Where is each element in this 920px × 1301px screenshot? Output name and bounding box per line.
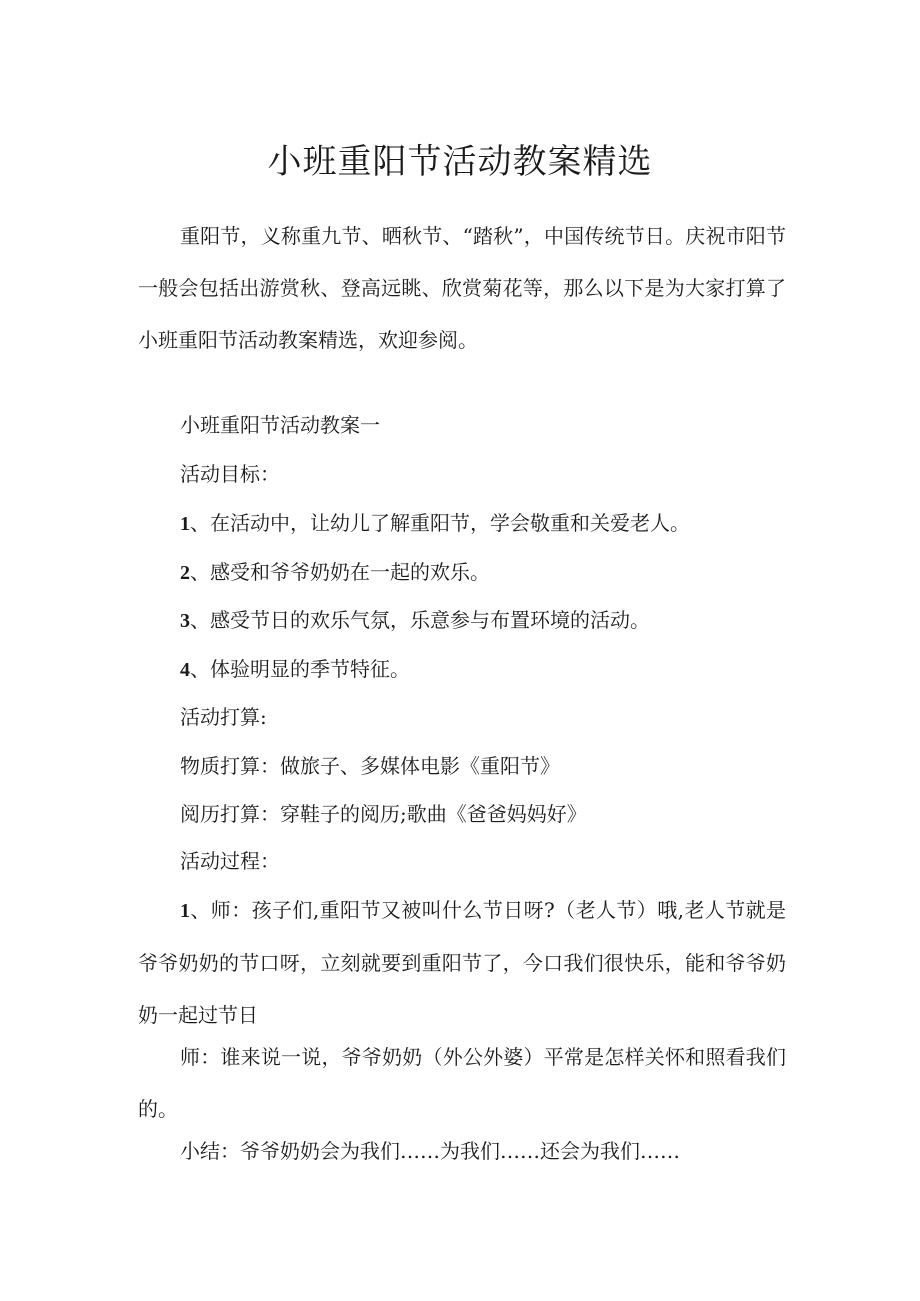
teacher-question: 师：谁来说一说，爷爷奶奶（外公外婆）平常是怎样关怀和照看我们的。 (138, 1045, 786, 1121)
document-title: 小班重阳节活动教案精选 (267, 142, 653, 182)
goal-number: 3 (180, 610, 190, 632)
goal-text: 、感受和爷爷奶奶在一起的欢乐。 (190, 560, 490, 584)
goal-item (180, 557, 786, 588)
goals-label: 活动目标： (180, 462, 280, 486)
process-label: 活动过程： (180, 849, 280, 873)
goal-text: 、在活动中，让幼儿了解重阳节，学会敬重和关爱老人。 (190, 511, 690, 535)
material-prep: 物质打算：做旅子、多媒体电影《重阳节》 (180, 754, 560, 778)
goal-number: 2 (180, 562, 190, 584)
goal-number: 4 (180, 659, 190, 681)
goal-text: 、体验明显的季节特征。 (190, 657, 410, 681)
step-number: 1 (180, 900, 190, 922)
goal-number: 1 (180, 513, 190, 535)
prep-label: 活动打算: (180, 705, 267, 729)
process-step-1 (138, 884, 786, 1041)
section-heading: 小班重阳节活动教案一 (180, 413, 380, 437)
goal-item (180, 508, 786, 539)
intro-paragraph: 重阳节，义称重九节、晒秋节、“踏秋”，中国传统节日。庆祝市阳节一般会包括出游赏秋、登高远眺、欣赏菊花等，那么以下是为大家打算了小班重阳节活动教案精选，欢迎参阅。 (138, 224, 786, 352)
experience-prep: 阅历打算：穿鞋子的阅历;歌曲《爸爸妈妈好》 (180, 802, 587, 826)
step-text: 、师：孩子们,重阳节又被叫什么节日呀?（老人节）哦,老人节就是爷爷奶奶的节口呀，立刻就要到重阳节了，今口我们很快乐，能和爷爷奶奶一起过节日 (138, 898, 786, 1027)
goal-item (180, 654, 786, 685)
goal-item (180, 605, 786, 636)
goal-text: 、感受节日的欢乐气氛，乐意参与布置环境的活动。 (190, 608, 650, 632)
summary: 小结：爷爷奶奶会为我们……为我们……还会为我们…… (180, 1139, 680, 1163)
